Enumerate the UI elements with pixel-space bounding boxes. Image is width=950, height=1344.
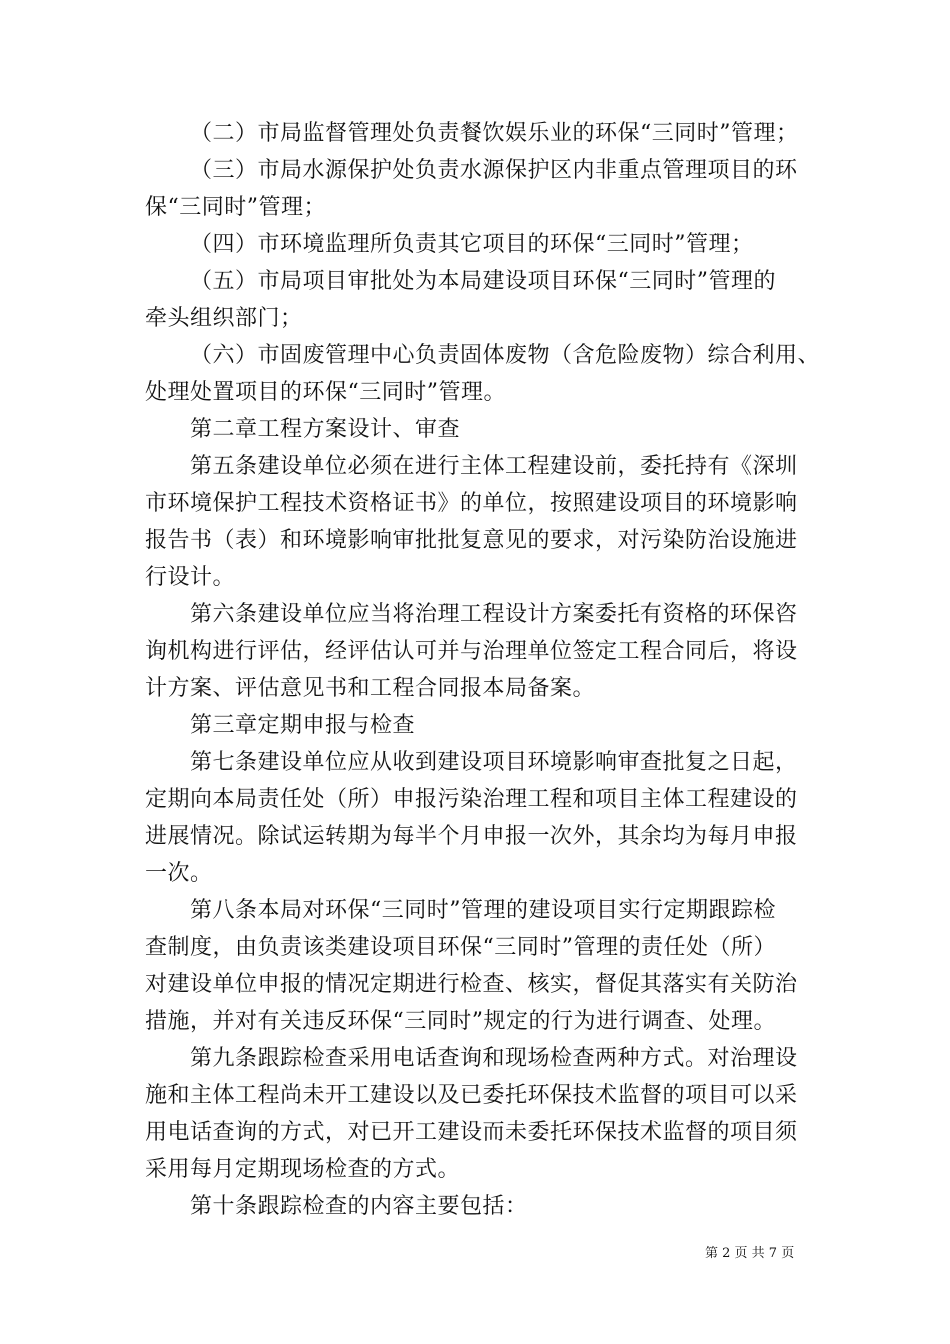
text-line: 牵头组织部门； — [145, 306, 303, 331]
text-line: 第八条本局对环保“三同时”管理的建设项目实行定期跟踪检 — [190, 898, 776, 923]
text-line: （六）市固废管理中心负责固体废物（含危险废物）综合利用、 — [190, 343, 821, 368]
text-line: 保“三同时”管理； — [145, 195, 326, 220]
text-line: 计方案、评估意见书和工程合同报本局备案。 — [145, 676, 596, 701]
text-line: 第五条建设单位必须在进行主体工程建设前，委托持有《深圳 — [190, 454, 798, 479]
text-line: 一次。 — [145, 861, 213, 886]
text-line: 询机构进行评估，经评估认可并与治理单位签定工程合同后，将设 — [145, 639, 798, 664]
text-line: 对建设单位申报的情况定期进行检查、核实，督促其落实有关防治 — [145, 972, 798, 997]
chapter-heading: 第三章定期申报与检查 — [190, 713, 416, 738]
text-line: （三）市局水源保护处负责水源保护区内非重点管理项目的环 — [190, 158, 798, 183]
text-line: 定期向本局责任处（所）申报污染治理工程和项目主体工程建设的 — [145, 787, 798, 812]
text-line: 处理处置项目的环保“三同时”管理。 — [145, 380, 506, 405]
chapter-heading: 第二章工程方案设计、审查 — [190, 417, 461, 442]
text-line: 报告书（表）和环境影响审批批复意见的要求，对污染防治设施进 — [145, 528, 798, 553]
text-line: 第九条跟踪检查采用电话查询和现场检查两种方式。对治理设 — [190, 1046, 798, 1071]
text-line: 措施，并对有关违反环保“三同时”规定的行为进行调查、处理。 — [145, 1009, 776, 1034]
text-line: 市环境保护工程技术资格证书》的单位，按照建设项目的环境影响 — [145, 491, 798, 516]
text-line: 第十条跟踪检查的内容主要包括： — [190, 1194, 528, 1219]
text-line: 进展情况。除试运转期为每半个月申报一次外，其余均为每月申报 — [145, 824, 798, 849]
text-line: 用电话查询的方式，对已开工建设而未委托环保技术监督的项目须 — [145, 1120, 798, 1145]
text-line: 第六条建设单位应当将治理工程设计方案委托有资格的环保咨 — [190, 602, 798, 627]
text-line: 行设计。 — [145, 565, 236, 590]
text-line: 第七条建设单位应从收到建设项目环境影响审查批复之日起， — [190, 750, 798, 775]
text-line: 采用每月定期现场检查的方式。 — [145, 1157, 461, 1182]
text-line: （二）市局监督管理处负责餐饮娱乐业的环保“三同时”管理； — [190, 121, 799, 146]
text-line: （四）市环境监理所负责其它项目的环保“三同时”管理； — [190, 232, 754, 257]
text-line: 施和主体工程尚未开工建设以及已委托环保技术监督的项目可以采 — [145, 1083, 798, 1108]
text-line: （五）市局项目审批处为本局建设项目环保“三同时”管理的 — [190, 269, 776, 294]
page-number-footer: 第 2 页 共 7 页 — [705, 1246, 795, 1261]
text-line: 查制度，由负责该类建设项目环保“三同时”管理的责任处（所） — [145, 935, 776, 960]
